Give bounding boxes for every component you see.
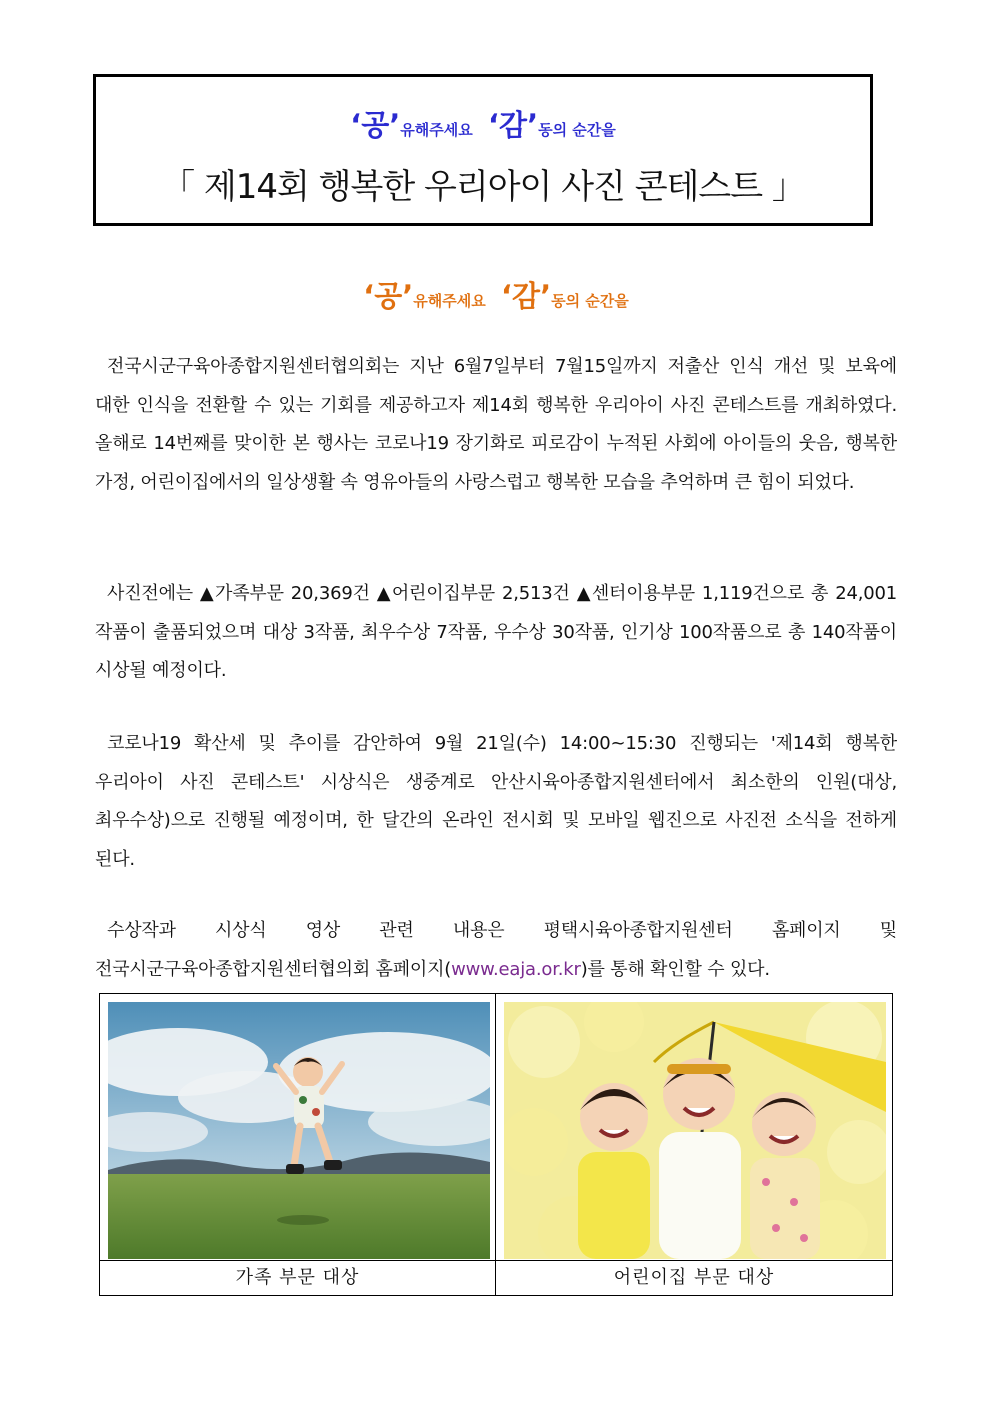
website-link[interactable]: www.eaja.or.kr xyxy=(451,958,581,980)
paragraph-4: 수상작과 시상식 영상 관련 내용은 평택시육아종합지원센터 홈페이지 및 전국시군구육아종합지원센터협의회 홈페이지(www.eaja.or.kr)를 통해 확인할 수 있다. xyxy=(95,920,897,980)
title-box xyxy=(93,74,873,226)
subheading: ‘공’유해주세요 ‘감’동의 순간을 xyxy=(363,279,629,313)
subheading-gam-rest: 동의 순간을 xyxy=(551,292,629,310)
family-award-caption: 가족 부문 대상 xyxy=(100,1260,495,1297)
photo-table xyxy=(99,993,893,1296)
tagline-gam: 감 xyxy=(499,108,528,142)
subheading-gong: 공 xyxy=(374,279,403,313)
paragraph-2: 사진전에는 ▲가족부문 20,369건 ▲어린이집부문 2,513건 ▲센터이용부문 1,119건으로 총 24,001 작품이 출품되었으며 대상 3작품, 최우수상 7작품, 우수상 30작품, 인기상 100작품으로 총 140작품이 시상될 예정이다. xyxy=(95,583,897,682)
tagline-gong-rest: 유해주세요 xyxy=(400,121,473,139)
page-title: 「 제14회 행복한 우리아이 사진 콘테스트 」 xyxy=(161,167,805,207)
daycare-award-photo xyxy=(504,1002,886,1259)
photo-cell-daycare xyxy=(496,994,892,1295)
tagline-gam-rest: 동의 순간을 xyxy=(538,121,616,139)
photo-cell-family xyxy=(100,994,496,1295)
header-tagline: ‘공’유해주세요 ‘감’동의 순간을 xyxy=(350,108,616,142)
tagline-gong: 공 xyxy=(361,108,390,142)
subheading-gam: 감 xyxy=(512,279,541,313)
daycare-award-caption: 어린이집 부문 대상 xyxy=(496,1260,892,1297)
family-award-photo xyxy=(108,1002,490,1259)
paragraph-3: 코로나19 확산세 및 추이를 감안하여 9월 21일(수) 14:00~15:30 진행되는 '제14회 행복한 우리아이 사진 콘테스트' 시상식은 생중계로 안산시육아종합지원센터에서 최소한의 인원(대상, 최우수상)으로 진행될 예정이며, 한 달간의 온라인 전시회 및 모바일 웹진으로 사진전 소식을 전하게 된다. xyxy=(95,733,897,870)
paragraph-1: 전국시군구육아종합지원센터협의회는 지난 6월7일부터 7월15일까지 저출산 인식 개선 및 보육에 대한 인식을 전환할 수 있는 기회를 제공하고자 제14회 행복한 우리아이 사진 콘테스트를 개최하였다. 올해로 14번째를 맞이한 본 행사는 코로나19 장기화로 피로감이 누적된 사회에 아이들의 웃음, 행복한 가정, 어린이집에서의 일상생활 속 영유아들의 사랑스럽고 행복한 모습을 추억하며 큰 힘이 되었다. xyxy=(95,356,897,493)
subheading-gong-rest: 유해주세요 xyxy=(413,292,486,310)
